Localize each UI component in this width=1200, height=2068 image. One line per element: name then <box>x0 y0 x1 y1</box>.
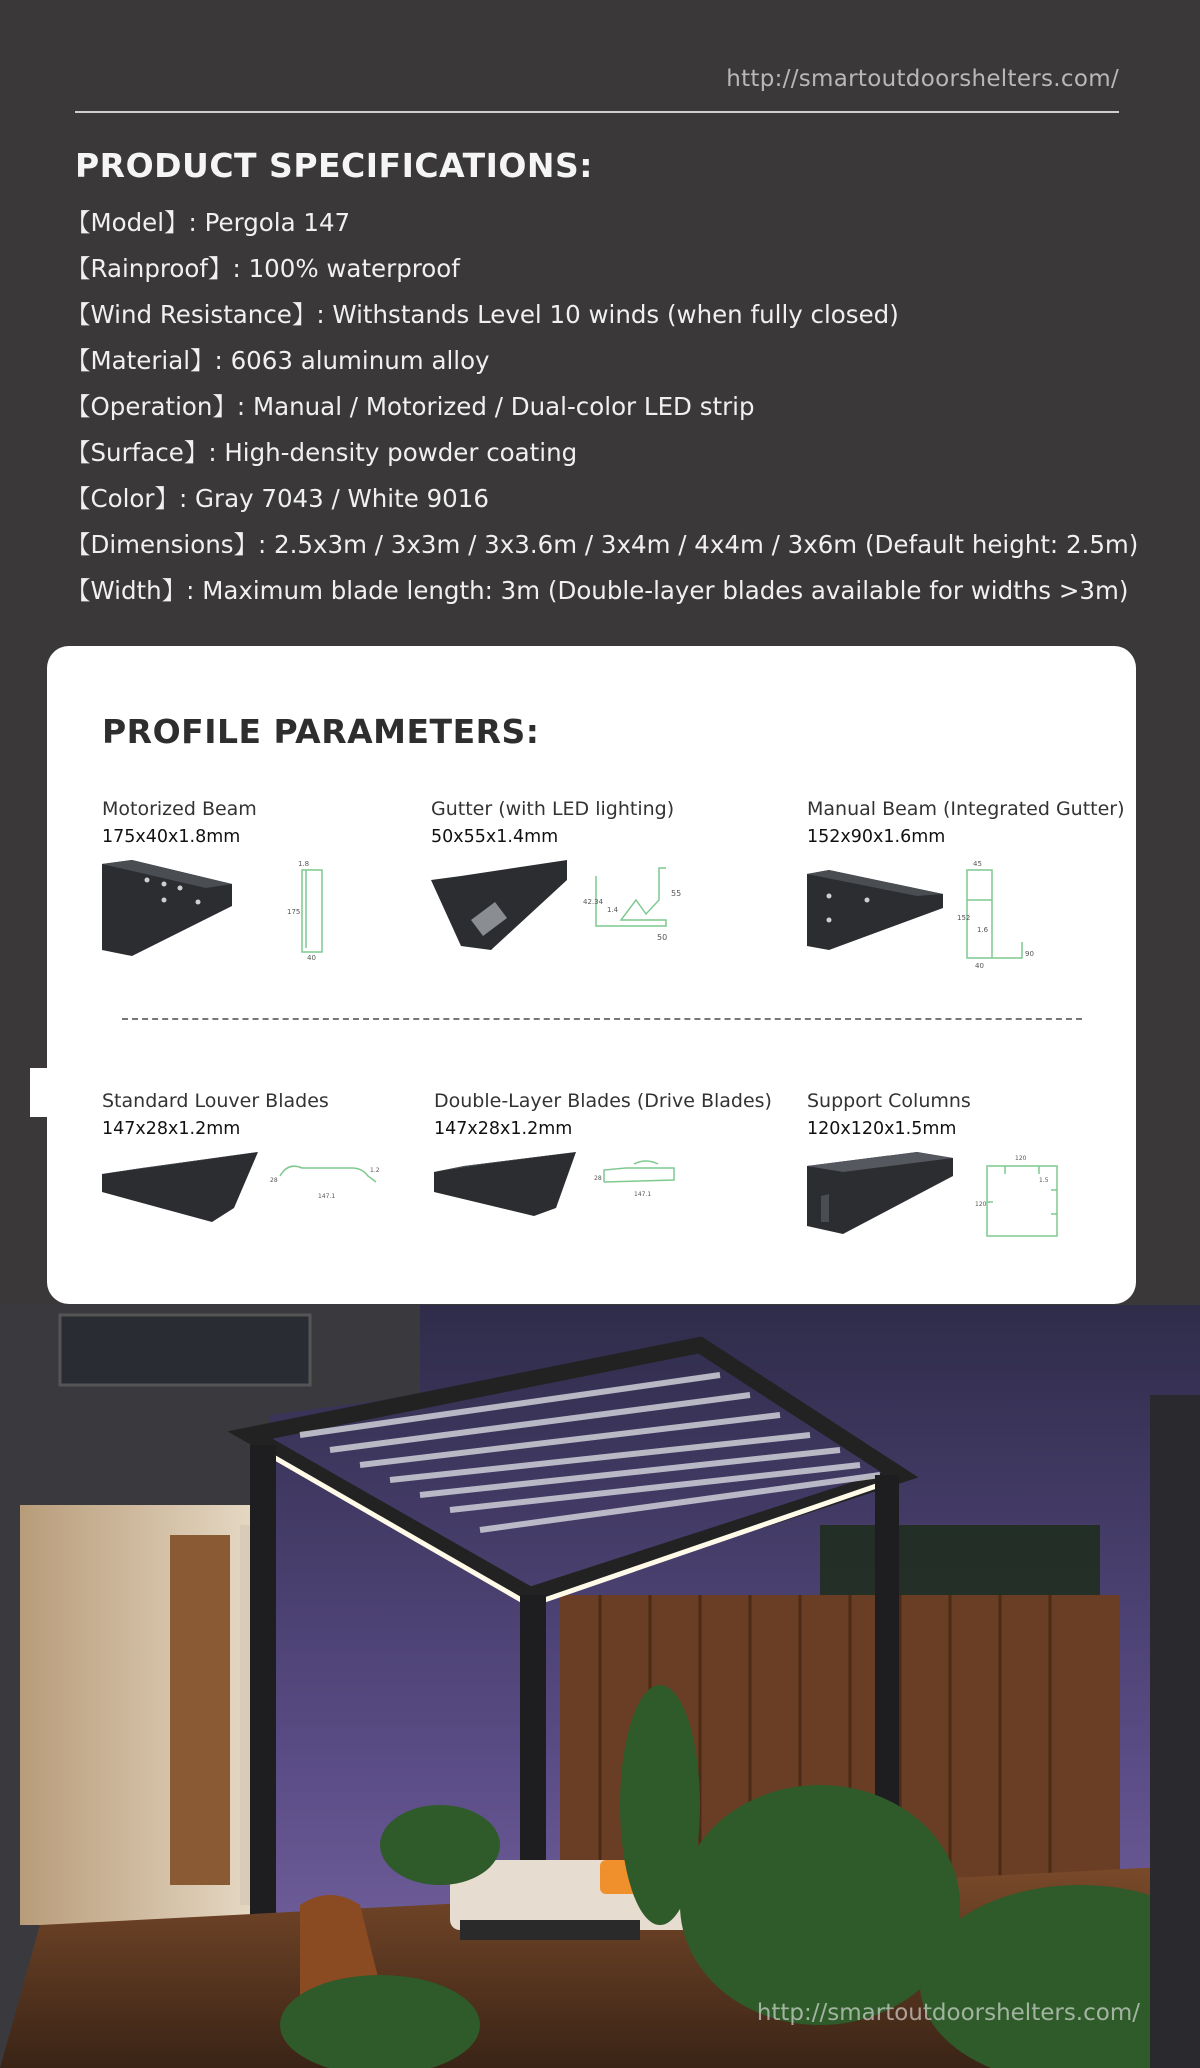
blade-drawing <box>604 1161 674 1182</box>
beam-hole <box>196 900 201 905</box>
drawing-label: 1.4 <box>607 906 619 914</box>
spec-row-operation: 【Operation】: Manual / Motorized / Dual-color LED strip <box>66 392 755 421</box>
profile-support-columns <box>807 1090 1107 1240</box>
profile-parameters-card <box>47 646 1136 1304</box>
profile-dimensions: 175x40x1.8mm <box>102 827 241 847</box>
beam-drawing <box>302 870 322 952</box>
drawing-label: 1.8 <box>298 860 310 868</box>
profile-dimensions: 152x90x1.6mm <box>807 827 946 847</box>
profile-double-layer-blades <box>434 1090 772 1230</box>
profile-name: Manual Beam (Integrated Gutter) <box>807 798 1125 820</box>
standard-louver-illustration <box>102 1152 402 1232</box>
spec-row-material: 【Material】: 6063 aluminum alloy <box>66 346 490 375</box>
coffee-table <box>460 1920 640 1940</box>
specifications-list <box>66 200 1166 614</box>
site-url-top[interactable]: http://smartoutdoorshelters.com/ <box>726 66 1119 92</box>
manual-beam-illustration <box>807 860 1107 972</box>
double-layer-blade-illustration <box>434 1152 754 1232</box>
profile-dimensions: 50x55x1.4mm <box>431 827 559 847</box>
profile-motorized-beam <box>102 798 382 958</box>
pergola-post-left <box>250 1445 276 1965</box>
right-wall <box>1150 1395 1200 2068</box>
profile-dimensions: 120x120x1.5mm <box>807 1119 957 1139</box>
drawing-label: 28 <box>594 1175 602 1182</box>
motorized-beam-illustration <box>102 860 372 960</box>
spec-row-color: 【Color】: Gray 7043 / White 9016 <box>66 484 489 513</box>
spec-row-width: 【Width】: Maximum blade length: 3m (Double-layer blades available for widths >3m) <box>66 576 1129 605</box>
profile-name: Gutter (with LED lighting) <box>431 798 675 820</box>
drawing-label: 175 <box>287 908 301 916</box>
pergola-night-photo <box>0 1305 1200 2068</box>
drawing-label: 147.1 <box>318 1193 336 1200</box>
column-drawing-slots <box>987 1166 1057 1214</box>
beam-drawing <box>967 870 1022 958</box>
site-url-bottom[interactable]: http://smartoutdoorshelters.com/ <box>756 2000 1140 2026</box>
interior-panel <box>170 1535 230 1885</box>
drawing-label: 50 <box>657 933 668 942</box>
side-tab <box>30 1068 47 1117</box>
spec-row-dimensions: 【Dimensions】: 2.5x3m / 3x3m / 3x3.6m / 3x4m / 4x4m / 3x6m (Default height: 2.5m) <box>66 530 1139 559</box>
spec-row-wind-resistance: 【Wind Resistance】: Withstands Level 10 winds (when fully closed) <box>66 300 899 329</box>
drawing-label: 55 <box>671 889 682 898</box>
drawing-label: 40 <box>307 954 316 960</box>
blade-body <box>434 1152 576 1216</box>
beam-hole <box>162 882 167 887</box>
header-rule <box>75 111 1119 113</box>
profile-dimensions: 147x28x1.2mm <box>102 1119 241 1139</box>
drawing-label: 120 <box>975 1201 987 1208</box>
profile-standard-louver-blades <box>102 1090 402 1230</box>
beam-hole <box>162 898 167 903</box>
beam-hole <box>827 894 832 899</box>
specifications-title: PRODUCT SPECIFICATIONS: <box>75 146 593 185</box>
profile-name: Motorized Beam <box>102 798 257 820</box>
drawing-label: 42.34 <box>583 898 604 906</box>
profile-parameters-title: PROFILE PARAMETERS: <box>102 712 540 751</box>
drawing-label: 120 <box>1015 1155 1027 1162</box>
spec-row-surface: 【Surface】: High-density powder coating <box>66 438 578 467</box>
profile-name: Standard Louver Blades <box>102 1090 329 1112</box>
profile-dimensions: 147x28x1.2mm <box>434 1119 573 1139</box>
drawing-label: 90 <box>1025 950 1034 958</box>
gutter-drawing <box>596 868 666 926</box>
drawing-label: 152 <box>957 914 971 922</box>
drawing-label: 1.5 <box>1039 1177 1049 1184</box>
drawing-label: 1.2 <box>370 1167 380 1174</box>
drawing-label: 40 <box>975 962 984 970</box>
blade-drawing <box>280 1166 376 1182</box>
beam-hole <box>178 886 183 891</box>
beam-hole <box>145 878 150 883</box>
profile-name: Support Columns <box>807 1090 971 1112</box>
support-column-illustration <box>807 1152 1107 1244</box>
profile-manual-beam <box>807 798 1125 970</box>
drawing-label: 1.6 <box>977 926 989 934</box>
drawing-label: 45 <box>973 860 982 868</box>
profile-gutter <box>431 798 751 958</box>
beam-hole <box>865 898 870 903</box>
spec-row-rainproof: 【Rainproof】: 100% waterproof <box>66 254 460 283</box>
drawing-label: 147.1 <box>634 1191 652 1198</box>
house-interior-glass <box>20 1505 270 1925</box>
gutter-illustration <box>431 860 751 960</box>
drawing-label: 28 <box>270 1177 278 1184</box>
section-divider <box>122 1018 1082 1020</box>
blade-body <box>102 1152 258 1222</box>
house-window-upper <box>60 1315 310 1385</box>
spec-row-model: 【Model】: Pergola 147 <box>66 208 351 237</box>
column-groove <box>821 1194 829 1222</box>
beam-hole <box>827 918 832 923</box>
gutter-body <box>431 860 567 950</box>
profile-name: Double-Layer Blades (Drive Blades) <box>434 1090 772 1112</box>
